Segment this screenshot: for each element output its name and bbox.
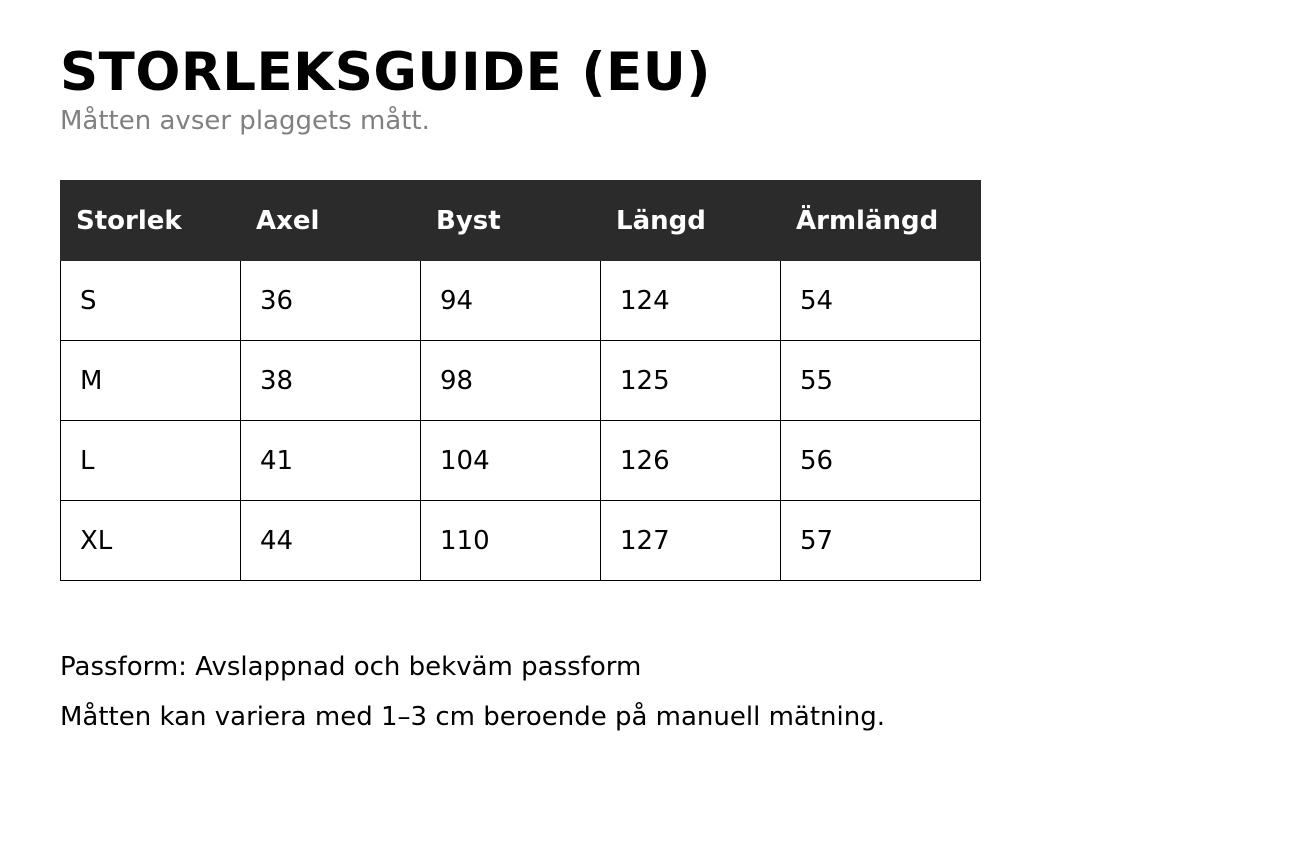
table-cell-shoulder: 41: [241, 421, 421, 501]
table-row: [61, 341, 981, 421]
table-row: [61, 421, 981, 501]
column-header-length: Längd: [601, 181, 781, 261]
table-cell-size: S: [61, 261, 241, 341]
table-cell-length: 126: [601, 421, 781, 501]
column-header-bust: Byst: [421, 181, 601, 261]
table-cell-bust: 110: [421, 501, 601, 581]
table-cell-bust: 94: [421, 261, 601, 341]
table-cell-bust: 98: [421, 341, 601, 421]
table-cell-shoulder: 36: [241, 261, 421, 341]
table-cell-length: 127: [601, 501, 781, 581]
size-table: [60, 180, 981, 581]
table-cell-sleeve-length: 56: [781, 421, 981, 501]
table-cell-size: M: [61, 341, 241, 421]
table-cell-bust: 104: [421, 421, 601, 501]
table-cell-shoulder: 44: [241, 501, 421, 581]
page-subtitle: Måtten avser plaggets mått.: [60, 106, 430, 136]
table-cell-sleeve-length: 54: [781, 261, 981, 341]
table-cell-length: 125: [601, 341, 781, 421]
measurement-variation-note: Måtten kan variera med 1–3 cm beroende på manuell mätning.: [60, 702, 886, 732]
table-cell-shoulder: 38: [241, 341, 421, 421]
table-cell-length: 124: [601, 261, 781, 341]
table-cell-sleeve-length: 57: [781, 501, 981, 581]
column-header-shoulder: Axel: [241, 181, 421, 261]
table-cell-size: L: [61, 421, 241, 501]
table-header-row: [61, 181, 981, 261]
fit-note: Passform: Avslappnad och bekväm passform: [60, 652, 642, 682]
table-row: [61, 261, 981, 341]
page-title: STORLEKSGUIDE (EU): [60, 42, 712, 103]
column-header-sleeve-length: Ärmlängd: [781, 181, 981, 261]
table-cell-sleeve-length: 55: [781, 341, 981, 421]
table-row: [61, 501, 981, 581]
column-header-size: Storlek: [61, 181, 241, 261]
table-cell-size: XL: [61, 501, 241, 581]
